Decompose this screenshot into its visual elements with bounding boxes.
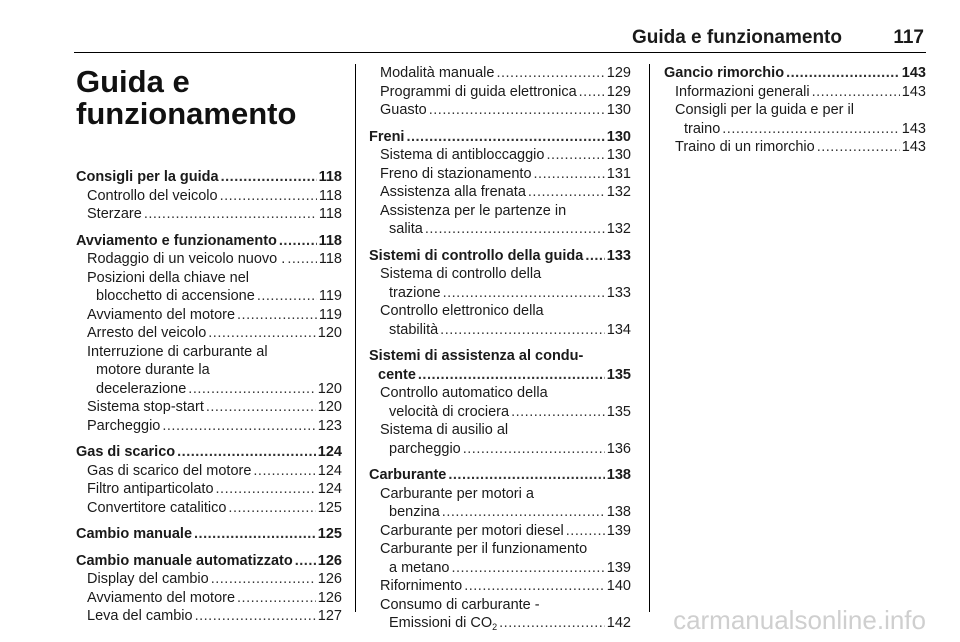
entry-page-number: 135 [606,366,631,383]
dot-leader [425,220,605,239]
entry-title: Controllo elettronico della [380,303,544,319]
entry-title: Sistema di controllo della [380,266,542,282]
dot-leader [464,577,605,596]
entry-title: Interruzione di carburante al [87,343,268,360]
entry-page-number: 125 [317,526,342,542]
entry-title: salita [389,221,423,237]
toc-section-entry[interactable] [76,552,342,571]
entry-page-number: 126 [317,589,342,606]
dot-leader [194,525,316,544]
entry-page-number: 139 [606,559,631,576]
dot-leader [221,168,317,187]
entry-title: Programmi di guida elettronica [380,83,577,100]
entry-page-number: 120 [317,325,342,341]
entry-page-number: 124 [317,444,342,460]
toc-sub-entry[interactable] [664,83,926,102]
entry-title: Sistema stop-start [87,399,204,415]
entry-title: Cambio manuale [76,526,193,542]
dot-leader [162,417,315,436]
dot-leader [440,321,605,340]
dot-leader [448,466,604,485]
dot-leader [534,165,605,184]
entry-title: Arresto del veicolo [87,325,207,341]
dot-leader [287,250,317,269]
watermark: carmanualsonline.info [673,605,926,635]
toc-sub-entry[interactable] [369,146,631,165]
entry-title: Carburante per il funzionamento [380,541,588,557]
dot-leader [566,522,605,541]
entry-page-number: 126 [317,552,342,569]
entry-page-number: 124 [317,481,342,497]
entry-title: Leva del cambio [87,608,193,624]
entry-page-number: 125 [317,499,342,516]
entry-title: parcheggio [389,440,461,457]
dot-leader [228,499,315,518]
toc-sub-entry[interactable] [369,64,631,83]
page-number: 117 [893,27,924,48]
entry-page-number: 126 [317,571,342,587]
entry-page-number: 132 [606,184,631,200]
entry-title: Sistema di antibloccaggio [380,147,545,163]
dot-leader [237,306,317,325]
entry-title: Avviamento del motore [87,589,236,606]
dot-leader [722,120,900,139]
dot-leader [463,440,605,459]
toc-column-1 [76,64,342,626]
dot-leader [418,366,605,385]
entry-page-number: 129 [606,65,631,81]
entry-title: trazione [389,284,441,301]
toc-sub-entry[interactable] [369,485,631,522]
entry-title: Parcheggio [87,417,161,434]
entry-page-number: 119 [318,306,342,323]
dot-leader [237,589,316,608]
toc-sub-entry[interactable] [76,499,342,518]
entry-title: Convertitore catalitico [87,499,227,516]
entry-title: velocità di crociera [389,403,510,420]
entry-page-number: 143 [901,65,926,81]
entry-page-number: 142 [606,615,631,631]
entry-page-number: 143 [901,83,926,100]
dot-leader [211,570,316,589]
entry-page-number: 131 [606,165,631,182]
toc-sub-entry[interactable] [369,83,631,102]
entry-page-number: 119 [318,288,342,304]
entry-title: Sistema di ausilio al [380,422,509,438]
toc-sub-entry[interactable] [76,570,342,589]
toc-sub-entry[interactable] [76,398,342,417]
entry-title: Consigli per la guida [76,169,219,185]
entry-page-number: 118 [318,251,342,267]
entry-title: Assistenza per le partenze in [380,202,567,219]
entry-title: Filtro antiparticolato [87,481,214,497]
dot-leader [429,101,605,120]
toc-sub-entry[interactable] [76,324,342,343]
dot-leader [585,247,604,266]
dot-leader [220,187,317,206]
entry-title: Avviamento e funzionamento [76,232,277,249]
entry-title: Avviamento del motore [87,306,236,323]
dot-leader [442,503,605,522]
subscript-text: 2 [492,622,498,632]
entry-title: Assistenza alla frenata [380,184,526,200]
toc-sub-entry[interactable] [369,421,631,458]
entry-title: Freni [369,128,405,145]
entry-title: Carburante per motori diesel [380,522,564,539]
entry-title: Guasto [380,102,427,118]
column-divider [355,64,356,612]
entry-title: Gas di scarico del motore [87,462,252,479]
entry-page-number: 143 [901,120,926,137]
toc-column-2 [369,64,631,637]
entry-title: Display del cambio [87,571,209,587]
dot-leader [499,614,605,633]
entry-title: Sistemi di controllo della guida [369,247,584,264]
entry-title: Gancio rimorchio [664,65,785,81]
entry-title: Freno di stazionamento [380,165,532,182]
toc-sub-entry[interactable] [664,101,926,138]
entry-page-number: 134 [606,321,631,338]
toc-section-entry[interactable] [369,347,631,384]
entry-page-number: 118 [318,187,342,204]
entry-title: Controllo automatico della [380,385,548,401]
entry-page-number: 143 [901,139,926,155]
dot-leader [451,559,604,578]
toc-sub-entry[interactable] [76,269,342,306]
entry-page-number: 135 [606,403,631,420]
toc-sub-entry[interactable] [369,165,631,184]
chapter-title [76,66,342,130]
entry-title: Modalità manuale [380,65,495,81]
dot-leader [406,128,604,147]
toc-sub-entry[interactable] [76,306,342,325]
entry-page-number: 127 [317,608,342,624]
toc-sub-entry[interactable] [369,540,631,577]
entry-page-number: 120 [317,399,342,415]
toc-sub-entry[interactable] [76,417,342,436]
dot-leader [546,146,604,165]
entry-title: Consumo di carburante - [380,596,540,613]
toc-section-entry[interactable] [76,232,342,251]
entry-page-number: 130 [606,128,631,145]
dot-leader [279,232,317,251]
toc-section-entry[interactable] [76,525,342,544]
toc-sub-entry[interactable] [76,343,342,399]
toc-sub-entry[interactable] [369,101,631,120]
toc-sub-entry[interactable] [76,187,342,206]
toc-sub-entry[interactable] [76,462,342,481]
dot-leader [208,324,316,343]
entry-page-number: 133 [606,247,631,264]
toc-sub-entry[interactable] [369,265,631,302]
entry-page-number: 123 [317,417,342,434]
entry-page-number: 130 [606,102,631,118]
dot-leader [206,398,316,417]
dot-leader [295,552,316,571]
entry-title: Rifornimento [380,578,463,594]
entry-title: Informazioni generali [675,83,810,100]
toc-section-entry[interactable] [369,247,631,266]
toc-sub-entry[interactable] [369,183,631,202]
toc-sub-entry[interactable] [664,138,926,157]
entry-title: traino [684,120,721,137]
entry-page-number: 118 [318,169,342,185]
dot-leader [786,64,900,83]
entry-page-number: 138 [606,467,631,483]
entry-title: Carburante [369,467,447,483]
entry-title: Emissioni di $CO_2$ [389,615,498,632]
dot-leader [511,403,605,422]
entry-title: decelerazione [96,380,187,397]
dot-leader [177,443,316,462]
dot-leader [188,380,316,399]
toc-section-entry[interactable] [76,168,342,187]
entry-page-number: 132 [606,221,631,237]
toc-section-entry[interactable] [369,128,631,147]
entry-title: benzina [389,504,440,520]
dot-leader [817,138,900,157]
entry-title: Gas di scarico [76,444,176,460]
entry-page-number: 133 [606,284,631,301]
dot-leader [443,284,605,303]
toc-column-3 [664,64,926,157]
entry-page-number: 138 [606,504,631,520]
toc-sub-entry[interactable] [76,480,342,499]
entry-title: Carburante per motori a [380,485,534,502]
column-divider [649,64,650,612]
entry-page-number: 120 [317,380,342,397]
toc-sub-entry[interactable] [369,522,631,541]
dot-leader [812,83,900,102]
dot-leader [144,205,317,224]
dot-leader [579,83,605,102]
entry-title: Traino di un rimorchio [675,139,815,155]
entry-title: cente [378,366,416,383]
entry-page-number: 136 [606,440,631,457]
toc-sub-entry[interactable] [369,596,631,637]
entry-page-number: 129 [606,83,631,100]
toc-sub-entry[interactable] [369,302,631,339]
toc-section-entry[interactable] [76,443,342,462]
entry-title: motore durante la [96,362,210,378]
entry-title: Controllo del veicolo [87,187,218,204]
chapter-title-line-1: Guida e [76,64,190,99]
dot-leader [216,480,316,499]
toc-section-entry[interactable] [664,64,926,83]
entry-title: Rodaggio di un veicolo nuovo . [87,251,286,267]
entry-page-number: 124 [317,462,342,479]
entry-page-number: 139 [606,522,631,539]
entry-title: blocchetto di accensione [96,288,255,304]
entry-title: Sterzare [87,206,142,222]
header-title: Guida e funzionamento [631,27,842,48]
dot-leader [253,462,315,481]
toc-section-entry[interactable] [369,466,631,485]
dot-leader [496,64,604,83]
toc-sub-entry[interactable] [76,607,342,626]
chapter-title-line-2: funzionamento [76,96,297,131]
toc-sub-entry[interactable] [76,589,342,608]
entry-title: Consigli per la guida e per il [675,102,854,118]
running-header [74,26,926,53]
entry-page-number: 140 [606,578,631,594]
entry-title: Cambio manuale automatizzato [76,552,293,569]
toc-sub-entry[interactable] [76,205,342,224]
entry-title: Posizioni della chiave nel [87,269,250,286]
toc-sub-entry[interactable] [369,202,631,239]
entry-page-number: 130 [606,147,631,163]
dot-leader [257,287,317,306]
entry-title: stabilità [389,321,439,338]
entry-title: a metano [389,559,450,576]
entry-title: Sistemi di assistenza al condu- [369,348,584,364]
entry-page-number: 118 [318,206,342,222]
dot-leader [195,607,316,626]
dot-leader [528,183,605,202]
entry-page-number: 118 [318,232,342,249]
toc-sub-entry[interactable] [369,384,631,421]
toc-sub-entry[interactable] [76,250,342,269]
toc-sub-entry[interactable] [369,577,631,596]
